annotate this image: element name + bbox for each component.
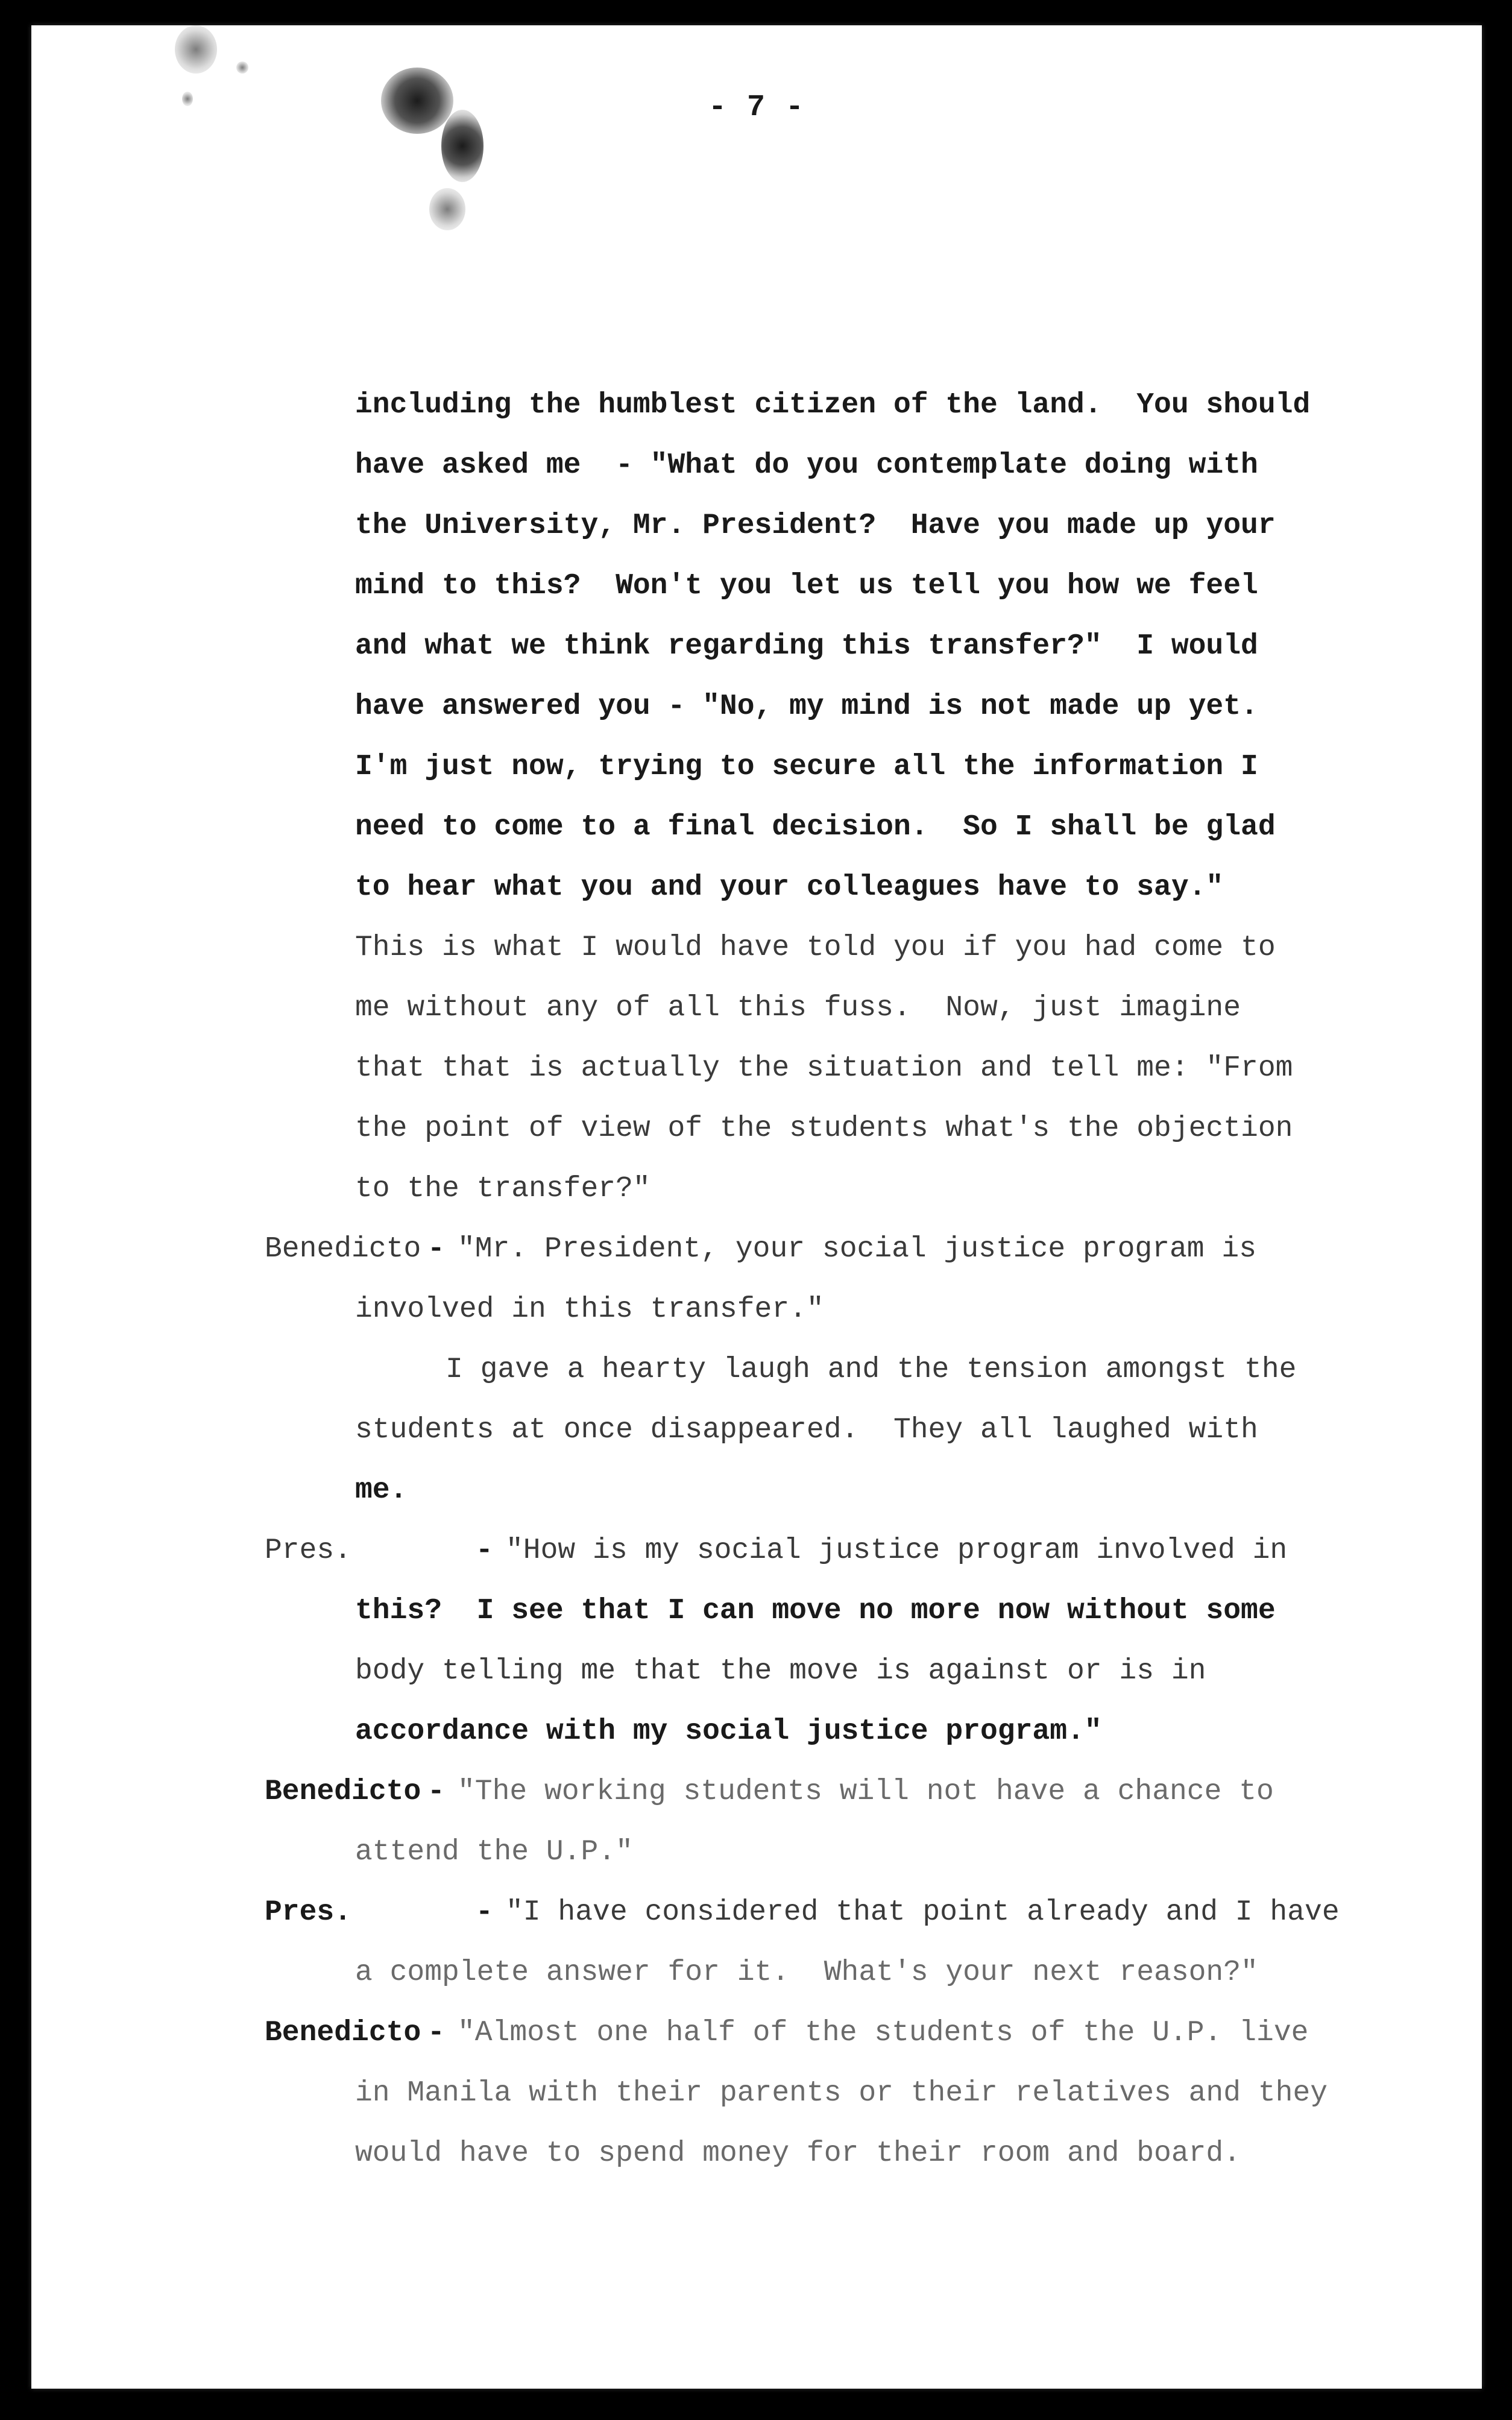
speaker-dash: - <box>427 1776 445 1808</box>
text-line-content: to the transfer?" <box>355 1173 650 1205</box>
text-line-content: accordance with my social justice program." <box>355 1715 1102 1748</box>
text-line <box>31 375 1482 435</box>
text-line-content: and what we think regarding this transfer?" I would <box>355 630 1258 663</box>
text-line-content: attend the U.P." <box>355 1836 633 1868</box>
page-body <box>31 375 1482 2184</box>
text-line-content: have asked me - "What do you contemplate doing with <box>355 449 1258 482</box>
text-line-content: need to come to a final decision. So I shall be glad <box>355 811 1276 843</box>
text-line <box>31 2123 1482 2184</box>
text-line <box>31 1159 1482 1219</box>
text-line-content: that that is actually the situation and tell me: "From <box>355 1052 1293 1085</box>
dialogue-text: "The working students will not have a chance to <box>458 1776 1274 1808</box>
text-line <box>31 676 1482 737</box>
speaker-name: Benedicto <box>265 2017 421 2049</box>
dialogue-text: "I have considered that point already and I have <box>506 1896 1340 1929</box>
speaker-dash: - <box>476 1896 493 1929</box>
dialogue-line <box>31 1882 1482 1943</box>
text-line <box>31 1822 1482 1882</box>
speaker-name: Benedicto <box>265 1233 421 1265</box>
text-line <box>31 1038 1482 1098</box>
speaker-name: Pres. <box>265 1534 352 1567</box>
text-line <box>31 737 1482 797</box>
speaker-dash: - <box>427 2017 445 2049</box>
text-line <box>31 2063 1482 2123</box>
dialogue-text: "How is my social justice program involved in <box>506 1534 1288 1567</box>
text-line-content: I'm just now, trying to secure all the information I <box>355 751 1258 783</box>
text-line-content: the University, Mr. President? Have you made up your <box>355 509 1276 542</box>
dialogue-line <box>31 2003 1482 2063</box>
text-line-content: a complete answer for it. What's your next reason?" <box>355 1956 1258 1989</box>
dialogue-text: "Almost one half of the students of the U.P. live <box>458 2017 1309 2049</box>
speaker-dash: - <box>427 1233 445 1265</box>
text-line <box>31 978 1482 1038</box>
text-line-content: me without any of all this fuss. Now, just imagine <box>355 992 1241 1024</box>
text-line <box>31 1098 1482 1159</box>
page-number: - 7 - <box>708 90 805 125</box>
text-line-content: This is what I would have told you if you had come to <box>355 931 1276 964</box>
dialogue-text: "Mr. President, your social justice program is <box>458 1233 1257 1265</box>
text-line-content: this? I see that I can move no more now without some <box>355 1595 1276 1627</box>
dialogue-line <box>31 1762 1482 1822</box>
text-line <box>31 918 1482 978</box>
text-line <box>31 1701 1482 1762</box>
text-line-content: in Manila with their parents or their relatives and they <box>355 2077 1328 2110</box>
text-line <box>31 1943 1482 2003</box>
text-line <box>31 556 1482 616</box>
text-line <box>31 1641 1482 1701</box>
speaker-name: Benedicto <box>265 1776 421 1808</box>
dialogue-line <box>31 1219 1482 1279</box>
text-line <box>31 1279 1482 1340</box>
typewritten-page <box>31 25 1482 2389</box>
text-line <box>31 496 1482 556</box>
ink-speck <box>236 61 248 74</box>
text-line <box>31 1400 1482 1460</box>
text-line-content: I gave a hearty laugh and the tension amongst the <box>446 1353 1297 1386</box>
text-line-content: mind to this? Won't you let us tell you how we feel <box>355 570 1258 602</box>
ink-speck <box>429 188 465 230</box>
text-line-content: including the humblest citizen of the land. You should <box>355 389 1311 421</box>
text-line <box>31 616 1482 676</box>
text-line-content: would have to spend money for their room and board. <box>355 2137 1241 2170</box>
text-line-content: students at once disappeared. They all laughed with <box>355 1414 1258 1446</box>
text-line-content: to hear what you and your colleagues have to say." <box>355 871 1224 904</box>
text-line <box>31 797 1482 857</box>
text-line-content: have answered you - "No, my mind is not made up yet. <box>355 690 1258 723</box>
text-line <box>31 1460 1482 1520</box>
speaker-name: Pres. <box>265 1896 352 1929</box>
speaker-dash: - <box>476 1534 493 1567</box>
text-line <box>31 857 1482 918</box>
text-line <box>31 1340 1482 1400</box>
text-line <box>31 1581 1482 1641</box>
text-line <box>31 435 1482 496</box>
dialogue-line <box>31 1520 1482 1581</box>
ink-speck <box>175 25 217 74</box>
text-line-content: me. <box>355 1474 408 1507</box>
text-line-content: body telling me that the move is against or is in <box>355 1655 1206 1687</box>
text-line-content: the point of view of the students what's the objection <box>355 1112 1293 1145</box>
text-line-content: involved in this transfer." <box>355 1293 824 1326</box>
